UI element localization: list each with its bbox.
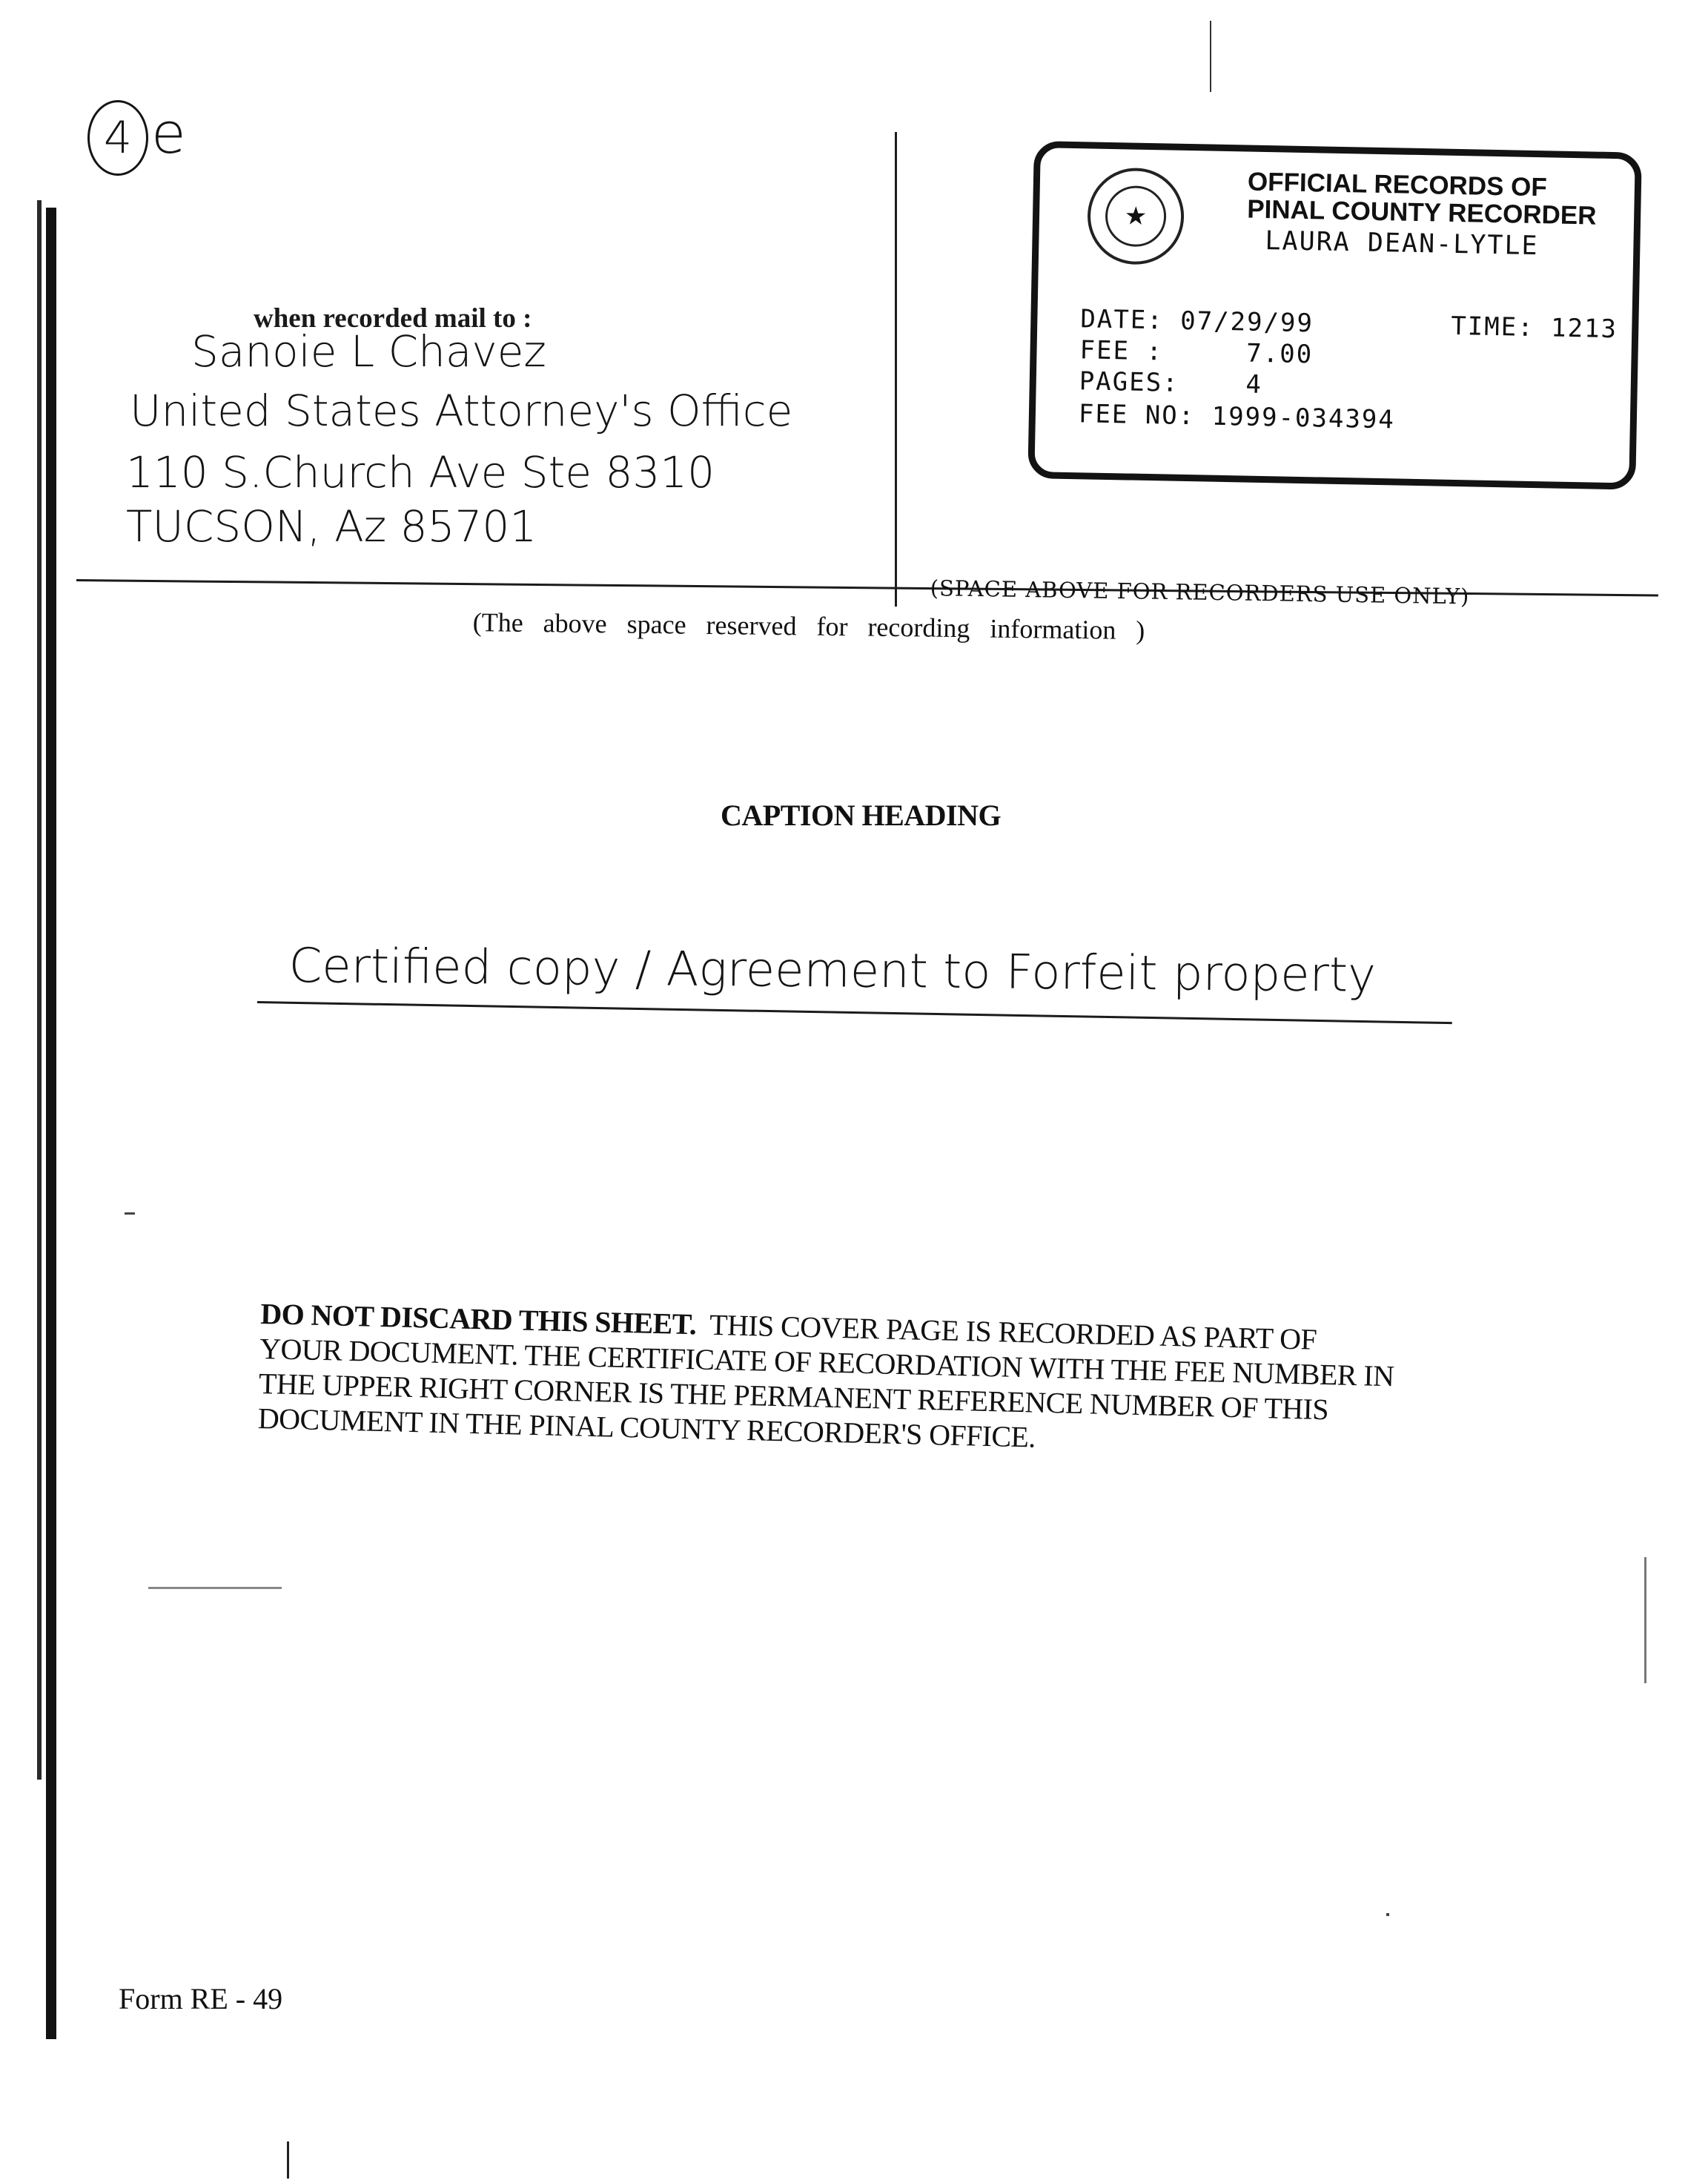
fee-no-value: 1999-034394 bbox=[1211, 401, 1396, 435]
mail-to-label: when recorded mail to : bbox=[254, 303, 532, 334]
scan-speck bbox=[148, 1587, 282, 1589]
scan-speck bbox=[1386, 1913, 1389, 1916]
reserved-space-note: (The above space reserved for recording information ) bbox=[472, 607, 1145, 646]
recorder-stamp bbox=[1027, 141, 1642, 490]
scan-edge-thin bbox=[37, 200, 42, 1780]
stamp-fee-no-row bbox=[1079, 399, 1396, 435]
caption-value: Certified copy / Agreement to Forfeit property bbox=[288, 939, 1377, 1003]
notice-warning: DO NOT DISCARD THIS SHEET. bbox=[259, 1296, 697, 1341]
page-marker bbox=[87, 100, 186, 176]
marker-letter: e bbox=[151, 100, 186, 166]
recording-area-divider bbox=[895, 132, 897, 607]
fee-no-label: FEE NO: bbox=[1078, 399, 1196, 432]
scan-edge-bar bbox=[46, 208, 56, 2039]
scan-speck bbox=[125, 1212, 135, 1215]
form-number: Form RE - 49 bbox=[119, 1982, 283, 2015]
mail-to-city: TUCSON, Az 85701 bbox=[126, 501, 537, 552]
pages-label: PAGES: bbox=[1079, 366, 1179, 398]
mail-to-organization: United States Attorney's Office bbox=[130, 386, 793, 436]
stamp-title-line2: PINAL COUNTY RECORDER bbox=[1246, 194, 1597, 231]
stamp-pages-row bbox=[1079, 366, 1262, 400]
recorder-name: LAURA DEAN-LYTLE bbox=[1265, 226, 1539, 262]
notice-paragraph bbox=[257, 1296, 1402, 1464]
scan-speck bbox=[1644, 1557, 1646, 1683]
mail-to-street: 110 S.Church Ave Ste 8310 bbox=[126, 447, 715, 498]
time-label: TIME: bbox=[1450, 311, 1535, 343]
county-seal-icon: ★ bbox=[1087, 167, 1185, 265]
date-label: DATE: bbox=[1080, 304, 1165, 336]
caption-underline bbox=[257, 1001, 1452, 1024]
caption-heading: CAPTION HEADING bbox=[721, 799, 1002, 832]
stamp-date-row bbox=[1080, 304, 1618, 345]
date-value: 07/29/99 bbox=[1179, 306, 1314, 339]
stamp-fee-row bbox=[1079, 335, 1313, 369]
stamp-title bbox=[1247, 168, 1598, 230]
mail-to-name: Sanoie L Chavez bbox=[191, 326, 546, 377]
notice-body: THIS COVER PAGE IS RECORDED AS PART OF YOUR DOCUMENT. THE CERTIFICATE OF RECORDATION WITH THE FEE NUMBER IN THE UPPER RIGHT CORNER IS THE PERMANENT REFERENCE NUMBER OF THIS DOCUMENT IN THE PINAL COUNTY RECORDER'S OFFICE. bbox=[257, 1307, 1394, 1454]
fee-value: 7.00 bbox=[1245, 338, 1314, 370]
time-value: 1213 bbox=[1550, 313, 1618, 345]
marker-number: 4 bbox=[87, 100, 148, 176]
scan-mark-bottom bbox=[287, 2141, 289, 2179]
recorder-use-note: (SPACE ABOVE FOR RECORDERS USE ONLY) bbox=[930, 575, 1470, 610]
pages-value: 4 bbox=[1245, 369, 1263, 400]
stamp-title-line1: OFFICIAL RECORDS OF bbox=[1247, 167, 1548, 202]
scan-mark-top bbox=[1210, 21, 1211, 92]
fee-label: FEE : bbox=[1079, 335, 1164, 367]
